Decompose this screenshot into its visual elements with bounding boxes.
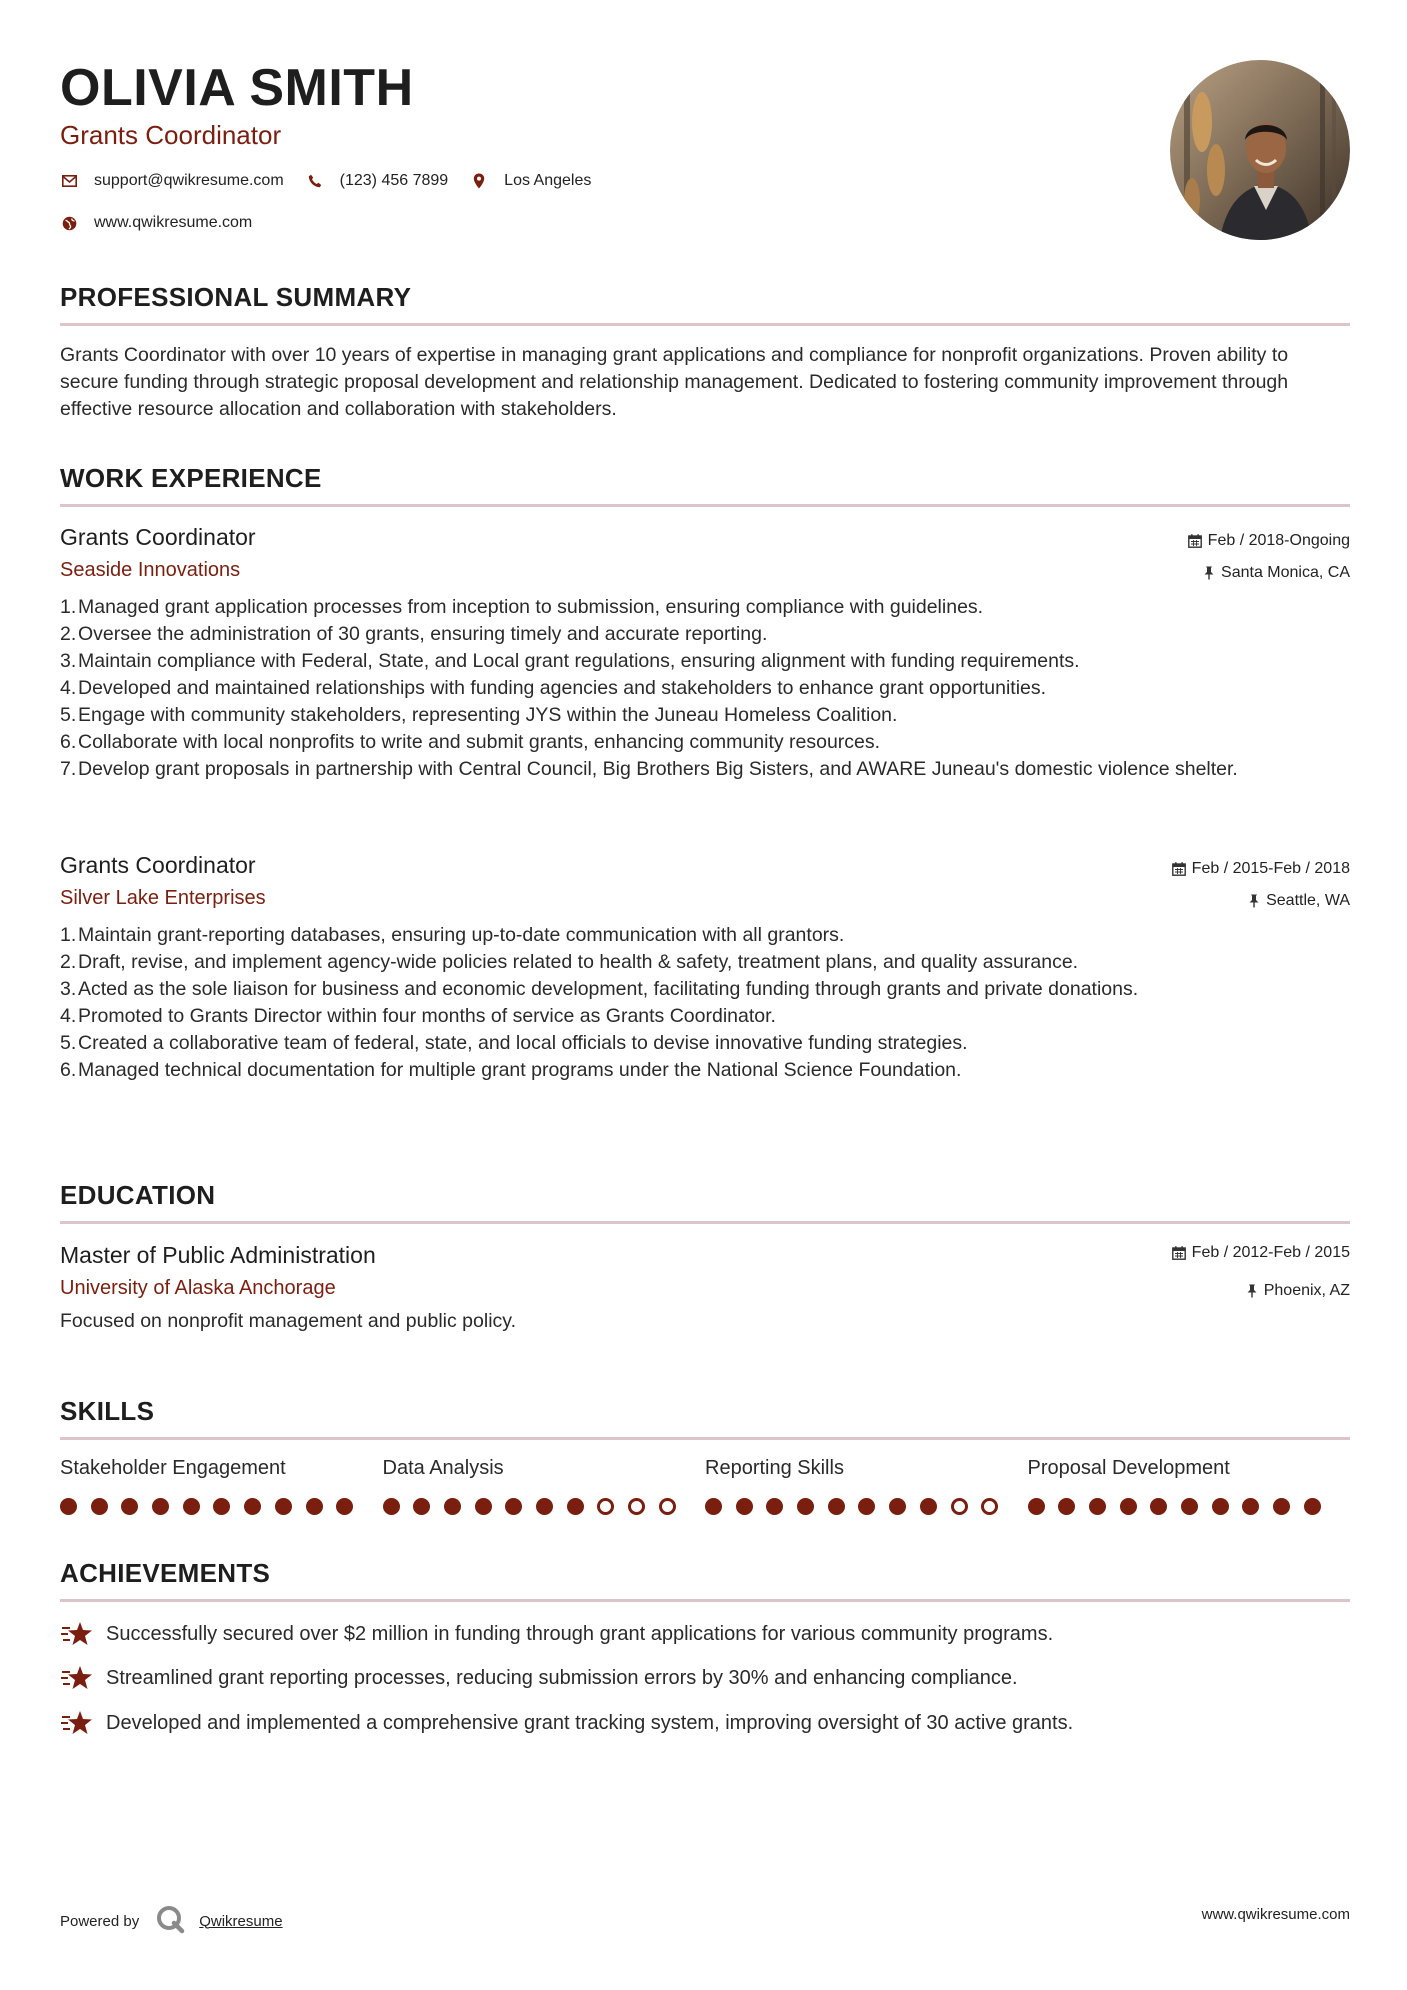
job-date-text: Feb / 2015-Feb / 2018: [1191, 860, 1350, 877]
job-entry: [60, 524, 1350, 783]
skill-name: Data Analysis: [382, 1457, 504, 1479]
achievement-item: [60, 1663, 1018, 1693]
skill-name: Proposal Development: [1027, 1457, 1230, 1479]
job-location: [1203, 564, 1350, 582]
rating-dot-filled: [1058, 1498, 1075, 1515]
rating-dot-filled: [1304, 1498, 1321, 1515]
phone-text: (123) 456 7899: [339, 172, 449, 189]
qwikresume-logo-icon: [155, 1904, 185, 1938]
pushpin-icon: [1248, 894, 1260, 908]
job-company: Silver Lake Enterprises: [60, 887, 266, 909]
rating-dot-filled: [1028, 1498, 1045, 1515]
rating-dot-filled: [797, 1498, 814, 1515]
summary-section: [60, 282, 1350, 423]
rating-dot-filled: [183, 1498, 200, 1515]
education-date: [1172, 1244, 1350, 1262]
achievements-heading: ACHIEVEMENTS: [60, 1558, 271, 1588]
list-item: 6. Collaborate with local nonprofits to write and submit grants, enhancing community resources.: [60, 731, 881, 753]
education-location: [1246, 1282, 1350, 1300]
job-location-text: Seattle, WA: [1266, 892, 1350, 909]
list-item: 1. Maintain grant-reporting databases, ensuring up-to-date communication with all grantors.: [60, 924, 845, 946]
skill-rating: [1028, 1498, 1351, 1515]
list-item: 3. Maintain compliance with Federal, State, and Local grant regulations, ensuring alignment with funding requirements.: [60, 650, 1080, 672]
job-company: Seaside Innovations: [60, 559, 241, 581]
skills-heading: SKILLS: [60, 1396, 155, 1426]
rating-dot-empty: [628, 1498, 645, 1515]
rating-dot-filled: [60, 1498, 77, 1515]
achievement-text: Streamlined grant reporting processes, reducing submission errors by 30% and enhancing compliance.: [106, 1666, 1018, 1689]
rating-dot-empty: [659, 1498, 676, 1515]
list-item: 1. Managed grant application processes from inception to submission, ensuring compliance with guidelines.: [60, 596, 984, 618]
calendar-icon: [1172, 1246, 1186, 1260]
skill-item: [705, 1457, 1028, 1515]
globe-icon: [60, 214, 78, 232]
website-item: [60, 214, 252, 232]
rating-dot-filled: [475, 1498, 492, 1515]
list-item: 6. Managed technical documentation for multiple grant programs under the National Science Foundation.: [60, 1059, 962, 1081]
job-bullets: [60, 594, 1350, 783]
education-description: Focused on nonprofit management and public policy.: [60, 1310, 517, 1332]
pushpin-icon: [1246, 1284, 1258, 1298]
rating-dot-filled: [383, 1498, 400, 1515]
rating-dot-empty: [597, 1498, 614, 1515]
profile-photo: [1170, 60, 1350, 240]
experience-section: [60, 463, 1350, 507]
school-name: University of Alaska Anchorage: [60, 1277, 336, 1299]
skill-name: Reporting Skills: [705, 1457, 844, 1479]
achievement-text: Successfully secured over $2 million in funding through grant applications for various community programs.: [106, 1622, 1054, 1645]
location-item: [470, 172, 591, 190]
rating-dot-empty: [951, 1498, 968, 1515]
rating-dot-filled: [828, 1498, 845, 1515]
rating-dot-filled: [505, 1498, 522, 1515]
job-title: Grants Coordinator: [60, 852, 256, 878]
phone-icon: [306, 172, 324, 190]
rating-dot-filled: [1181, 1498, 1198, 1515]
rating-dot-filled: [121, 1498, 138, 1515]
skills-section: [60, 1396, 1350, 1440]
education-entry: [60, 1242, 1350, 1335]
phone-item: [306, 172, 449, 190]
rating-dot-filled: [1150, 1498, 1167, 1515]
job-date: [1172, 860, 1350, 878]
contact-row-1: [60, 172, 613, 190]
job-title: Grants Coordinator: [60, 524, 256, 550]
job-bullets: [60, 922, 1350, 1084]
rating-dot-filled: [536, 1498, 553, 1515]
brand-link[interactable]: Qwikresume: [199, 1912, 283, 1930]
skill-name: Stakeholder Engagement: [60, 1457, 286, 1479]
rating-dot-filled: [705, 1498, 722, 1515]
envelope-icon: [60, 172, 78, 190]
education-location-text: Phoenix, AZ: [1263, 1282, 1350, 1299]
rating-dot-filled: [766, 1498, 783, 1515]
rating-dot-filled: [244, 1498, 261, 1515]
contact-row-2: [60, 214, 274, 232]
skill-rating: [383, 1498, 706, 1515]
education-section: [60, 1180, 1350, 1224]
education-date-text: Feb / 2012-Feb / 2015: [1191, 1244, 1350, 1261]
rating-dot-filled: [1212, 1498, 1229, 1515]
job-date: [1188, 532, 1350, 550]
summary-text: Grants Coordinator with over 10 years of expertise in managing grant applications and compliance for nonprofit organizations. Proven ability to secure funding through strategic proposal development and relationship management. Dedicated to fostering community improvement through effective resource allocation and collaboration with stakeholders.: [60, 344, 1289, 420]
calendar-icon: [1172, 862, 1186, 876]
rating-dot-filled: [1120, 1498, 1137, 1515]
achievement-text: Developed and implemented a comprehensive grant tracking system, improving oversight of 30 active grants.: [106, 1711, 1074, 1734]
pushpin-icon: [1203, 566, 1215, 580]
job-location: [1248, 892, 1350, 910]
resume-page: [60, 0, 1350, 1990]
website-text[interactable]: www.qwikresume.com: [94, 214, 253, 231]
rating-dot-filled: [91, 1498, 108, 1515]
section-divider: [60, 323, 1350, 326]
rating-dot-filled: [736, 1498, 753, 1515]
candidate-name: OLIVIA SMITH: [60, 59, 414, 117]
rating-dot-filled: [567, 1498, 584, 1515]
rating-dot-filled: [275, 1498, 292, 1515]
calendar-icon: [1188, 534, 1202, 548]
list-item: 4. Promoted to Grants Director within four months of service as Grants Coordinator.: [60, 1005, 776, 1027]
rating-dot-filled: [413, 1498, 430, 1515]
education-heading: EDUCATION: [60, 1180, 216, 1210]
section-divider: [60, 1599, 1350, 1602]
summary-heading: PROFESSIONAL SUMMARY: [60, 282, 412, 312]
list-item: 2. Draft, revise, and implement agency-wide policies related to health & safety, treatment plans, and quality assurance.: [60, 951, 1079, 973]
footer-powered-by: [60, 1904, 283, 1938]
list-item: 2. Oversee the administration of 30 grants, ensuring timely and accurate reporting.: [60, 623, 768, 645]
rating-dot-filled: [1273, 1498, 1290, 1515]
rating-dot-filled: [889, 1498, 906, 1515]
rating-dot-filled: [858, 1498, 875, 1515]
job-entry: [60, 852, 1350, 1084]
section-divider: [60, 1437, 1350, 1440]
rating-dot-filled: [152, 1498, 169, 1515]
skill-rating: [705, 1498, 1028, 1515]
skill-item: [1028, 1457, 1351, 1515]
skill-item: [60, 1457, 383, 1515]
location-text: Los Angeles: [504, 172, 592, 189]
map-pin-icon: [470, 172, 488, 190]
rating-dot-empty: [981, 1498, 998, 1515]
powered-by-label: Powered by: [60, 1912, 140, 1930]
rating-dot-filled: [444, 1498, 461, 1515]
rating-dot-filled: [213, 1498, 230, 1515]
job-location-text: Santa Monica, CA: [1221, 564, 1350, 581]
section-divider: [60, 504, 1350, 507]
footer-url[interactable]: www.qwikresume.com: [1201, 1906, 1350, 1923]
email-text[interactable]: support@qwikresume.com: [94, 172, 284, 189]
skills-grid: [60, 1457, 1350, 1515]
list-item: 3. Acted as the sole liaison for business and economic development, facilitating funding through grants and private donations.: [60, 978, 1139, 1000]
list-item: 5. Engage with community stakeholders, representing JYS within the Juneau Homeless Coalition.: [60, 704, 898, 726]
achievements-section: [60, 1558, 1350, 1602]
degree-title: Master of Public Administration: [60, 1242, 376, 1268]
star-badge-icon: [60, 1708, 94, 1738]
list-item: 4. Developed and maintained relationships with funding agencies and stakeholders to enhance grant opportunities.: [60, 677, 1047, 699]
experience-heading: WORK EXPERIENCE: [60, 463, 322, 493]
candidate-title: Grants Coordinator: [60, 120, 282, 150]
rating-dot-filled: [920, 1498, 937, 1515]
job-date-text: Feb / 2018-Ongoing: [1207, 532, 1350, 549]
rating-dot-filled: [306, 1498, 323, 1515]
rating-dot-filled: [1242, 1498, 1259, 1515]
achievement-item: [60, 1708, 1073, 1738]
section-divider: [60, 1221, 1350, 1224]
star-badge-icon: [60, 1619, 94, 1649]
list-item: 7. Develop grant proposals in partnership with Central Council, Big Brothers Big Sisters, and AWARE Juneau's domestic violence shelter.: [60, 758, 1238, 780]
skill-item: [383, 1457, 706, 1515]
star-badge-icon: [60, 1663, 94, 1693]
skill-rating: [60, 1498, 383, 1515]
achievement-item: [60, 1619, 1053, 1649]
rating-dot-filled: [1089, 1498, 1106, 1515]
email-item: [60, 172, 284, 190]
rating-dot-filled: [336, 1498, 353, 1515]
list-item: 5. Created a collaborative team of federal, state, and local officials to devise innovative funding strategies.: [60, 1032, 968, 1054]
